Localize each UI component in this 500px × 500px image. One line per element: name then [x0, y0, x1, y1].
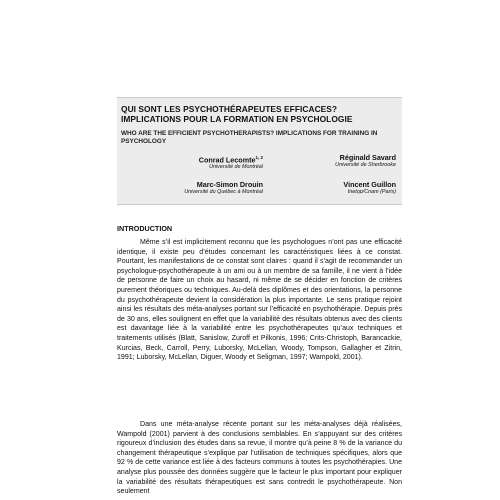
authors-block [121, 153, 398, 207]
author-4 [343, 180, 396, 196]
paragraph-1: Même s’il est implicitement reconnu que les psychologues n’ont pas une efficacité identique, il existe peu d’études concernant les caractéristiques liées à ce constat. Pourtant, les manifestations de ce constat sont claires : quand il s’agit de recommander un psychologue-psychothérapeute à un ami ou à un membre de sa famille, il ne vient à l’idée de personne de faire un choix au hasard, ni même de se décider en fonction de critères purement théoriques ou techniques. Au-delà des diplômes et des orientations, la personne du psychothérapeute devient la considération la plus importante. Le sens pratique rejoint ainsi les résultats des méta-analyses portant sur l’efficacité en psychothérapie. Depuis près de 30 ans, elles soulignent en effet que la variabilité des résultats obtenus avec des clients est davantage liée à la variabilité entre les psychothérapeutes qu’aux techniques et traitements utilisés (Blatt, Sanislow, Zuroff et Pilkonis, 1996; Crits-Christoph, Barancackie, Kurcias, Beck, Carroll, Perry, Luborsky, McLellan, Woody, Tompson, Gallagher et Zitrin, 1991; Luborsky, McLellan, Diguer, Woody et Seligman, 1997; Wampold, 2001). [117, 239, 402, 362]
author-1 [199, 153, 263, 171]
title-block [117, 97, 402, 205]
english-title: WHO ARE THE EFFICIENT PSYCHOTHERAPISTS? IMPLICATIONS FOR TRAINING IN PSYCHOLOGY [121, 130, 378, 145]
paragraph-2: Dans une méta-analyse récente portant sur les méta-analyses déjà réalisées, Wampold (2001) parvient à des conclusions semblables. En s’appuyant sur des critères rigoureux d’inclusion des études dans sa revue, il montre qu’à peine 8 % de la variance du changement thérapeutique s’explique par l’utilisation de techniques spécifiques, alors que 92 % de cette variance est liée à des facteurs communs à toutes les psychothérapies. Une analyse plus poussée des données suggère que le facteur le plus important pour expliquer la variabilité des résultats thérapeutiques est sans contredit le psychothérapeute. Non seulement [117, 421, 402, 496]
author-2-affiliation: Université de Sherbrooke [335, 162, 396, 168]
french-title: QUI SONT LES PSYCHOTHÉRAPEUTES EFFICACES? IMPLICATIONS POUR LA FORMATION EN PSYCHOLOGIE [121, 104, 353, 124]
author-3 [184, 180, 263, 196]
author-3-name: Marc-Simon Drouin [196, 180, 263, 189]
author-1-name: Conrad Lecomte [198, 155, 256, 165]
author-2-name: Réginald Savard [339, 153, 396, 162]
author-4-affiliation: Inetop/Cnam (Paris) [347, 189, 396, 195]
author-1-footnote-marks: 1, 2 [255, 155, 263, 160]
author-4-name: Vincent Guillon [343, 180, 396, 189]
author-1-affiliation: Université de Montréal [209, 164, 263, 171]
author-2 [335, 153, 396, 169]
author-3-affiliation: Université du Québec à Montréal [184, 189, 263, 195]
section-heading: INTRODUCTION [117, 224, 173, 233]
